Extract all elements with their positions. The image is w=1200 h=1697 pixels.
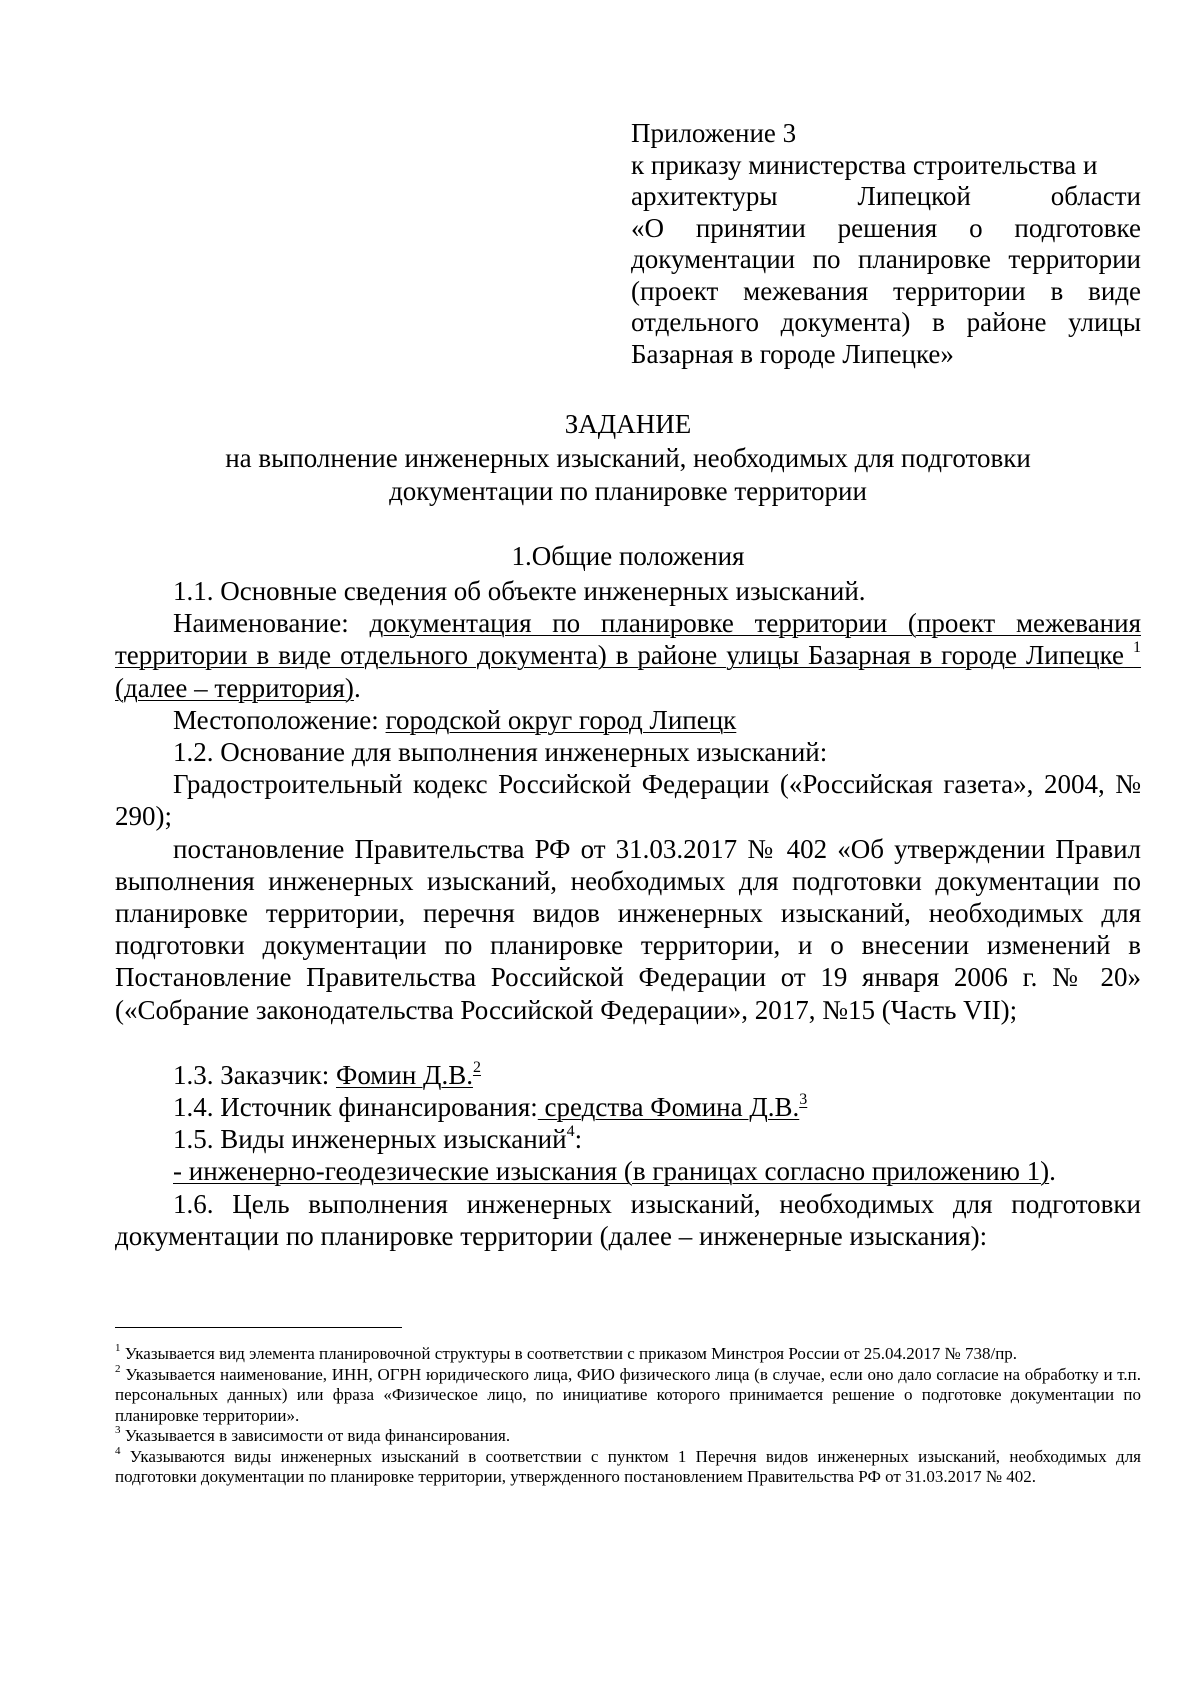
- name-tail: (далее – территория): [115, 672, 354, 703]
- paragraph-1-1: 1.1. Основные сведения об объекте инженерных изысканий.: [173, 576, 866, 606]
- footnote-mark: 1: [115, 1342, 121, 1355]
- footnote-text: Указывается наименование, ИНН, ОГРН юридического лица, ФИО физического лица (в случае, если оно дало согласие на обработку и т.п. персональных данных) или фраза «Физическое лицо, по инициативе которого принимается решение о подготовке документации по планировке территории».: [115, 1364, 1141, 1425]
- appendix-line: (проект межевания территории в виде: [631, 275, 1141, 306]
- survey-types-label: 1.5. Виды инженерных изысканий: [173, 1124, 567, 1155]
- footnote-ref-1: 1: [1133, 639, 1142, 657]
- document-body: [115, 575, 1141, 1252]
- paragraph-basis-2: постановление Правительства РФ от 31.03.2017 № 402 «Об утверждении Правил выполнения инженерных изысканий, необходимых для подготовки документации по планировке территории, перечня видов инженерных изысканий, необходимых для подготовки документации по планировке территории, и о внесении изменений в Постановление Правительства Российской Федерации от 19 января 2006 г. № 20» («Собрание законодательства Российской Федерации», 2017, №15 (Часть VII);: [115, 833, 1141, 1025]
- appendix-line: к приказу министерства строительства и: [631, 149, 1098, 180]
- appendix-block: [631, 118, 1141, 370]
- footnote-1: [115, 1344, 1141, 1365]
- appendix-line: отдельного документа) в районе улицы: [631, 307, 1141, 337]
- footnote-ref-4: 4: [566, 1123, 575, 1141]
- location-value: городской округ город Липецк: [385, 704, 737, 735]
- appendix-line: Базарная в городе Липецке»: [631, 338, 954, 369]
- footnotes: [115, 1344, 1141, 1488]
- spacer: [115, 1026, 1141, 1059]
- name-label: Наименование:: [173, 608, 370, 639]
- footnote-text: Указываются виды инженерных изысканий в соответствии с пунктом 1 Перечня видов инженерных изысканий, необходимых для подготовки документации по планировке территории, утвержденного постановлением Правительства РФ от 31.03.2017 № 402.: [115, 1446, 1141, 1486]
- footnote-2: [115, 1362, 1141, 1427]
- footnote-4: [115, 1444, 1141, 1488]
- paragraph-1-4: [115, 1091, 1141, 1123]
- footnote-ref-3: 3: [799, 1091, 808, 1109]
- appendix-line: архитектуры Липецкой области: [631, 181, 1141, 211]
- paragraph-1-5: [115, 1123, 1141, 1155]
- paragraph-survey-item: [115, 1155, 1141, 1187]
- paragraph-name: [115, 607, 1141, 704]
- customer-value: Фомин Д.В.: [335, 1059, 473, 1090]
- funding-label: 1.4. Источник финансирования:: [173, 1092, 538, 1123]
- document-title: ЗАДАНИЕ: [564, 409, 692, 439]
- footnote-mark: 2: [115, 1362, 121, 1375]
- document-subtitle: документации по планировке территории: [389, 476, 867, 506]
- appendix-title: Приложение 3: [631, 118, 797, 148]
- appendix-line: документации по планировке территории: [631, 244, 1141, 274]
- document-subtitle: на выполнение инженерных изысканий, необходимых для подготовки: [225, 443, 1031, 473]
- appendix-line: «О принятии решения о подготовке: [631, 212, 1141, 243]
- footnote-separator: [115, 1327, 402, 1328]
- paragraph-location: [115, 704, 1141, 736]
- name-end: .: [353, 672, 361, 703]
- footnote-ref-2: 2: [472, 1058, 481, 1076]
- section-heading: 1.Общие положения: [511, 541, 745, 571]
- survey-item-value: - инженерно-геодезические изыскания (в границах согласно приложению 1): [173, 1156, 1050, 1187]
- footnote-3: [115, 1426, 1141, 1447]
- footnote-mark: 3: [115, 1424, 121, 1437]
- paragraph-basis-1: Градостроительный кодекс Российской Федерации («Российская газета», 2004, № 290);: [115, 769, 1141, 832]
- footnote-text: Указывается в зависимости от вида финансирования.: [120, 1426, 511, 1445]
- paragraph-1-2: 1.2. Основание для выполнения инженерных изысканий:: [173, 737, 828, 768]
- footnote-text: Указывается вид элемента планировочной структуры в соответствии с приказом Минстроя России от 25.04.2017 № 738/пр.: [120, 1344, 1018, 1363]
- footnote-mark: 4: [115, 1444, 121, 1457]
- paragraph-1-6: 1.6. Цель выполнения инженерных изысканий, необходимых для подготовки документации по планировке территории (далее – инженерные изыскания):: [115, 1188, 1141, 1251]
- name-value-text: документация по планировке территории (проект межевания территории в виде отдельного документа) в районе улицы Базарная в городе Липецке: [115, 608, 1141, 671]
- survey-item-end: .: [1049, 1156, 1056, 1187]
- location-label: Местоположение:: [173, 704, 386, 735]
- funding-value: средства Фомина Д.В.: [537, 1092, 800, 1123]
- survey-types-colon: :: [574, 1124, 583, 1155]
- paragraph-1-3: [115, 1059, 1141, 1091]
- customer-label: 1.3. Заказчик:: [173, 1059, 336, 1090]
